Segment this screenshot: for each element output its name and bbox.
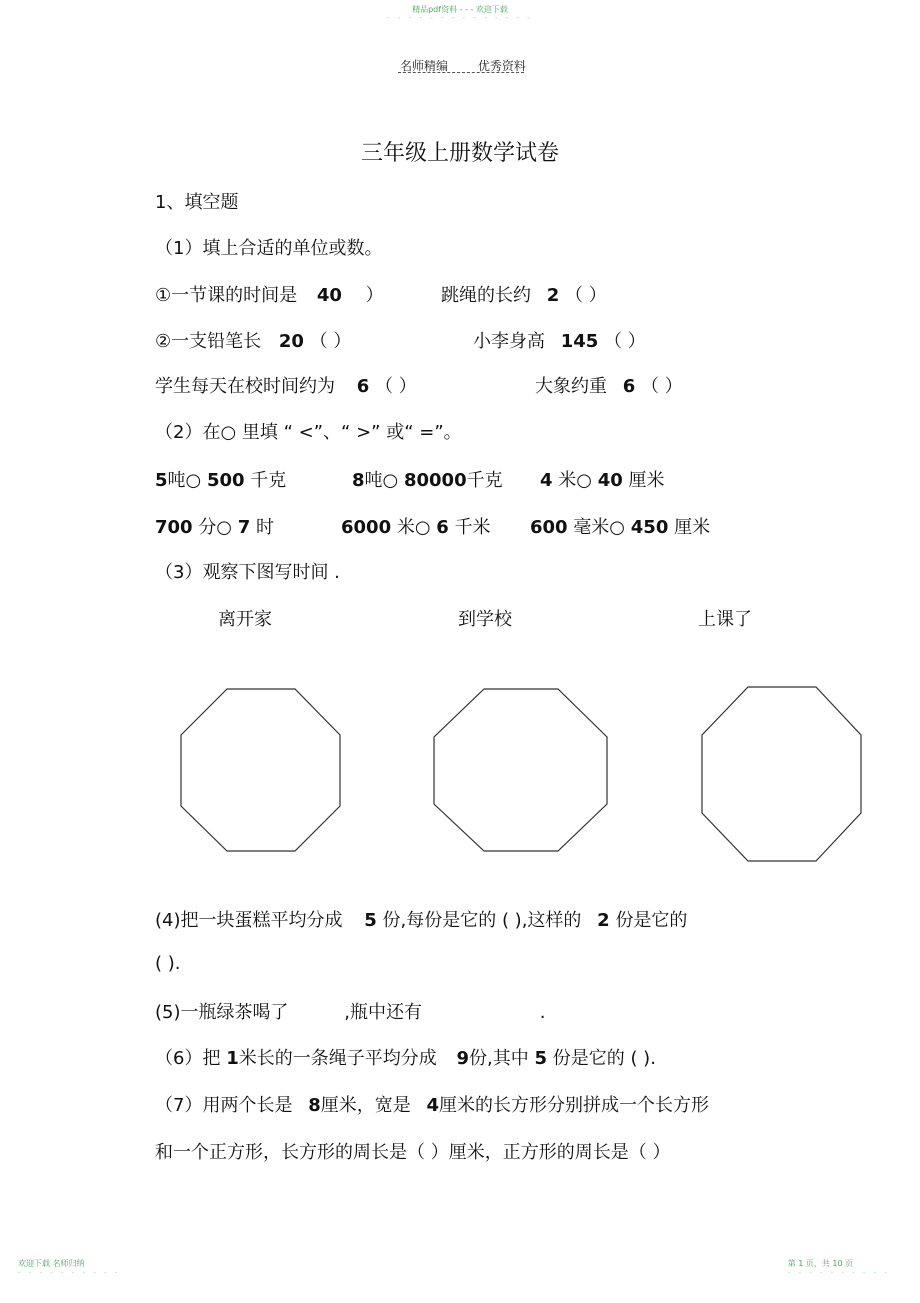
- number: 450: [630, 517, 669, 538]
- clock-octagon-3: [701, 686, 863, 863]
- number: 8: [308, 1095, 321, 1116]
- clock-label-leave-home: 离开家: [218, 609, 272, 630]
- unit: 分○: [198, 517, 233, 538]
- unit: 千克: [466, 470, 503, 491]
- q2-row1-b: [352, 466, 503, 492]
- clock-octagon-2: [433, 688, 609, 853]
- number: 2: [546, 285, 560, 306]
- text: ①一节课的时间是: [155, 285, 298, 306]
- footer-right-dots: - - - - - - - - - -: [787, 1269, 890, 1277]
- q1-row1-right: [441, 281, 607, 307]
- q4-line1: [155, 906, 687, 932]
- q2-row1-a: [155, 466, 286, 492]
- text: 厘米，宽是: [320, 1095, 411, 1116]
- clock-label-class-start: 上课了: [698, 609, 752, 630]
- page-number: 第 1 页，共 10 页: [787, 1259, 854, 1268]
- number: 700: [155, 517, 193, 538]
- number: 4: [540, 470, 553, 491]
- unit: 米○: [396, 517, 431, 538]
- q1-row3-left: [155, 372, 417, 398]
- q2-row2-b: [341, 513, 491, 539]
- q2-row2-c: [530, 513, 710, 539]
- blank: ）: [365, 285, 384, 306]
- clock-label-arrive-school: 到学校: [458, 609, 512, 630]
- text: 份是它的: [615, 910, 688, 931]
- top-banner: 精品pdf资料 - - - 欢迎下载: [412, 5, 508, 14]
- q5-line: [155, 998, 545, 1024]
- blank: （ ）: [565, 285, 607, 306]
- unit: 时: [256, 517, 275, 538]
- text: （7）用两个长是: [155, 1095, 293, 1116]
- unit: 吨○: [167, 470, 202, 491]
- number: 5: [364, 910, 377, 931]
- page-title: 三年级上册数学试卷: [360, 141, 559, 166]
- number: 40: [597, 470, 623, 491]
- footer-left-dots: - - - - - - - - - -: [18, 1269, 121, 1277]
- q7-line1: [155, 1091, 709, 1117]
- unit: 米○: [558, 470, 592, 491]
- number: 8: [352, 470, 365, 491]
- number: 9: [456, 1048, 469, 1069]
- number: 600: [530, 517, 568, 538]
- text: 份是它的 ( ).: [552, 1048, 656, 1069]
- number: 2: [597, 910, 610, 931]
- number: 1: [226, 1048, 239, 1069]
- q3-label: （3）观察下图写时间 .: [155, 562, 340, 583]
- number: 80000: [403, 470, 467, 491]
- q1-label: （1）填上合适的单位或数。: [155, 238, 383, 259]
- unit: 毫米○: [573, 517, 626, 538]
- number: 5: [155, 470, 168, 491]
- section-heading: 1、填空题: [155, 192, 239, 213]
- unit: 吨○: [364, 470, 399, 491]
- text: 厘米的长方形分别拼成一个长方形: [438, 1095, 709, 1116]
- unit: 千米: [454, 517, 491, 538]
- clock-octagon-1: [180, 688, 342, 853]
- text: ②一支铅笔长: [155, 331, 262, 352]
- q6-line: [155, 1044, 656, 1070]
- text: 米长的一条绳子平均分成: [238, 1048, 437, 1069]
- number: 6000: [341, 517, 392, 538]
- q7-line2: 和一个正方形，长方形的周长是（ ）厘米，正方形的周长是（ ）: [155, 1142, 671, 1163]
- text: 跳绳的长约: [441, 285, 531, 306]
- number: 145: [560, 331, 599, 352]
- footer-left-text: 欢迎下载 名师归纳: [18, 1259, 85, 1268]
- text: （6）把: [155, 1048, 221, 1069]
- text: 份,其中: [468, 1048, 529, 1069]
- header-left: 名师精编: [400, 59, 449, 73]
- unit: 厘米: [628, 470, 665, 491]
- number: 40: [316, 285, 342, 306]
- footer-right: [788, 1258, 890, 1277]
- blank: （ ）: [604, 331, 646, 352]
- q1-row1-left: [155, 281, 384, 307]
- q1-row2-left: [155, 327, 351, 353]
- number: 6: [622, 376, 636, 397]
- text: 大象约重: [535, 376, 607, 397]
- q2-label: （2）在○ 里填 “ <”、“ >” 或“ =”。: [155, 422, 462, 443]
- number: 500: [206, 470, 245, 491]
- header-rule: [398, 72, 524, 73]
- number: 4: [426, 1095, 439, 1116]
- q1-row2-right: [473, 327, 646, 353]
- text: (4)把一块蛋糕平均分成: [155, 910, 343, 931]
- number: 7: [237, 517, 251, 538]
- text: ,瓶中还有: [344, 1002, 422, 1023]
- header-right: 优秀资料: [477, 59, 526, 73]
- q2-row2-a: [155, 513, 274, 539]
- text: 小李身高: [473, 331, 545, 352]
- number: 6: [356, 376, 370, 397]
- blank: （ ）: [375, 376, 417, 397]
- top-banner-dots: - - - - - - - - - - - - - -: [387, 14, 533, 22]
- text: .: [539, 1002, 546, 1023]
- text: 份,每份是它的 ( ),这样的: [382, 910, 582, 931]
- number: 5: [534, 1048, 547, 1069]
- footer-left: [18, 1258, 120, 1277]
- number: 6: [436, 517, 449, 538]
- number: 20: [278, 331, 304, 352]
- unit: 厘米: [674, 517, 711, 538]
- q4-line2: ( ).: [155, 953, 181, 974]
- blank: （ ）: [641, 376, 683, 397]
- unit: 千克: [250, 470, 287, 491]
- q2-row1-c: [540, 466, 665, 492]
- text: 学生每天在校时间约为: [155, 376, 335, 397]
- q1-row3-right: [535, 372, 683, 398]
- text: (5)一瓶绿茶喝了: [155, 1002, 289, 1023]
- blank: （ ）: [309, 331, 352, 352]
